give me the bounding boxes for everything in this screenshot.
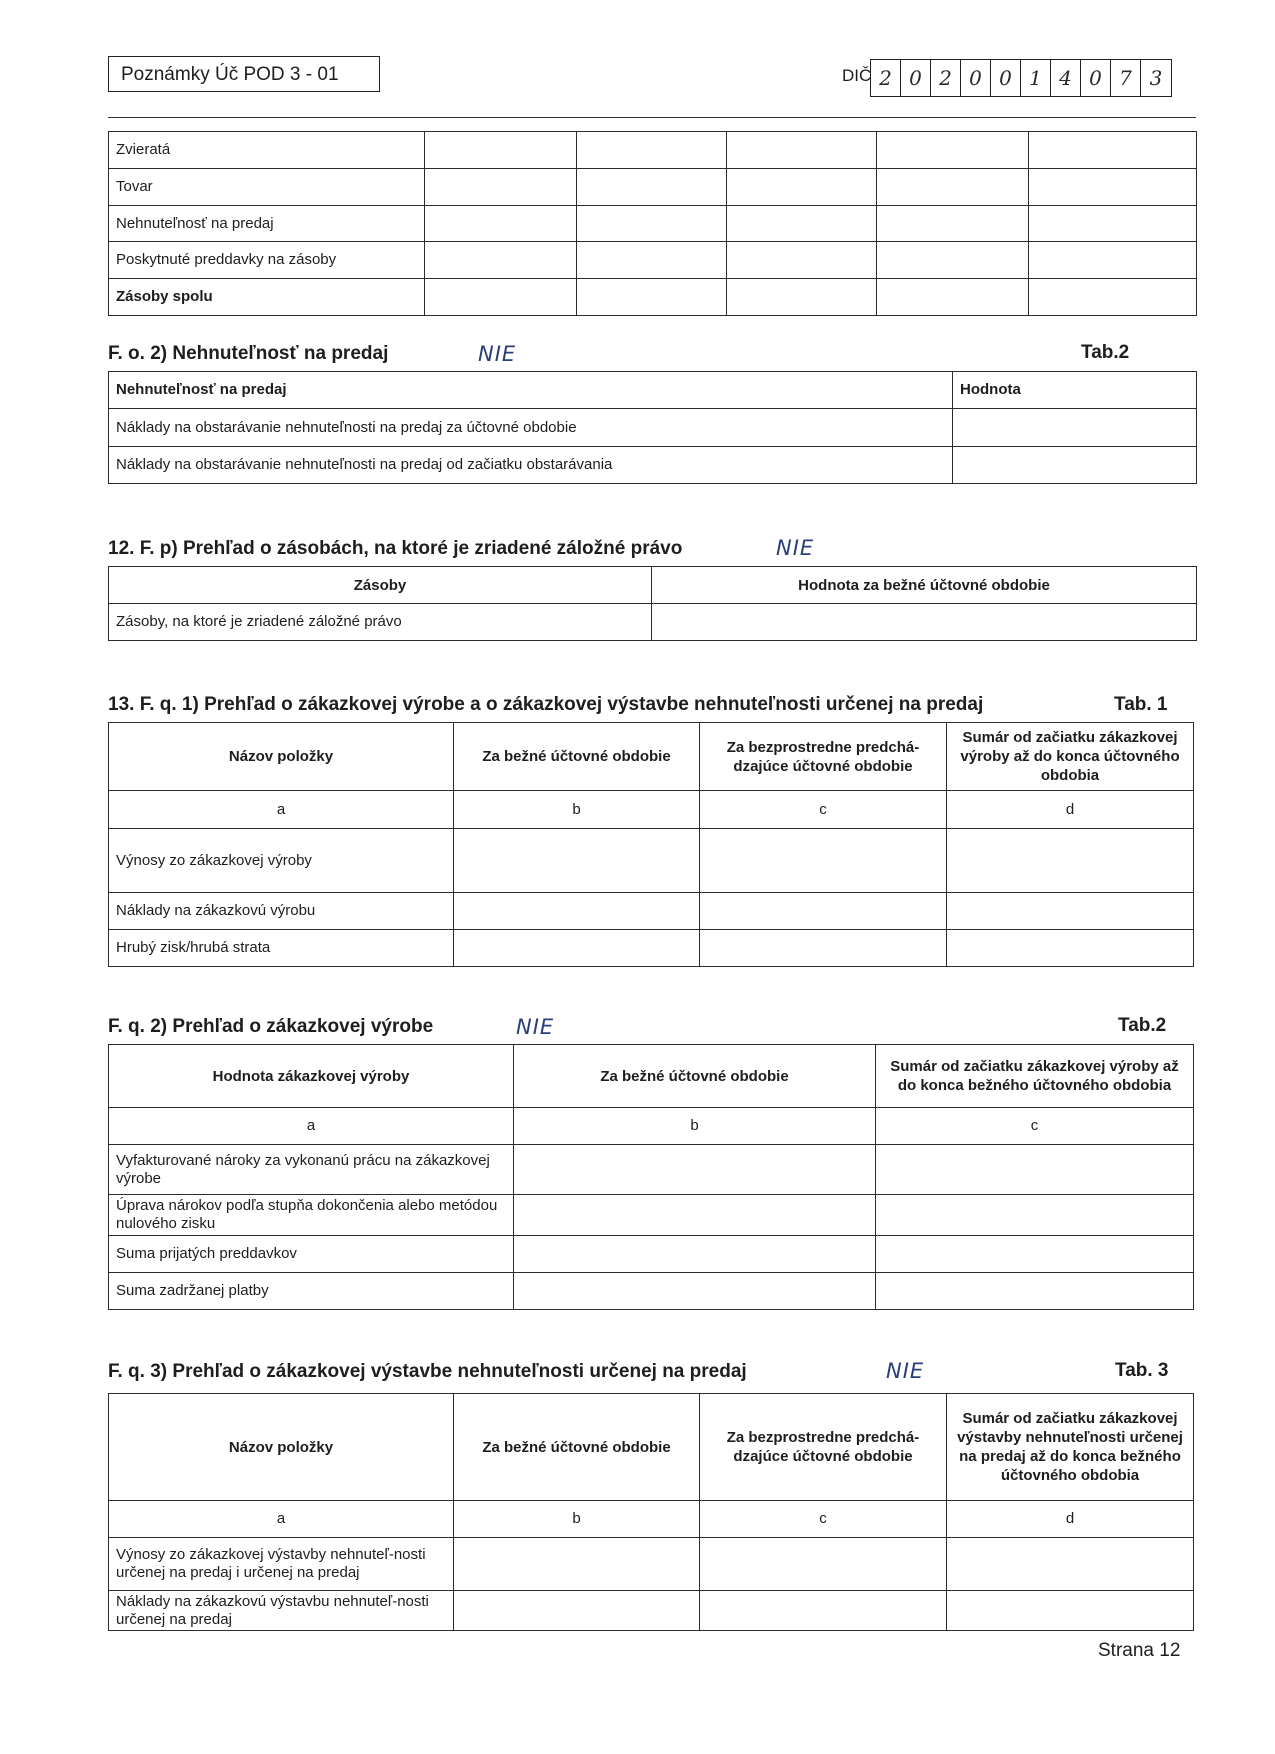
value-cell[interactable]	[1029, 206, 1197, 242]
col-header: Názov položky	[109, 1394, 454, 1501]
table-row	[109, 567, 1197, 604]
table-row	[109, 604, 1197, 641]
dic-digit[interactable]: 0	[901, 60, 931, 96]
value-cell[interactable]	[876, 1236, 1194, 1273]
value-cell[interactable]	[514, 1145, 876, 1195]
dic-digit[interactable]: 2	[931, 60, 961, 96]
row-label: Zvieratá	[109, 132, 425, 169]
table-row	[109, 1538, 1194, 1591]
table-row	[109, 723, 1194, 791]
value-cell[interactable]	[700, 1538, 947, 1591]
table-row	[109, 206, 1197, 242]
value-cell[interactable]	[727, 206, 877, 242]
col-header: Za bežné účtovné obdobie	[454, 723, 700, 791]
dic-boxes	[870, 59, 1172, 97]
value-cell[interactable]	[454, 930, 700, 967]
value-cell[interactable]	[877, 206, 1029, 242]
fp-note: NIE	[776, 536, 815, 560]
fq1-title: 13. F. q. 1) Prehľad o zákazkovej výrobe a o zákazkovej výstavbe nehnuteľnosti určenej na predaj	[108, 694, 984, 715]
row-label: Poskytnuté preddavky na zásoby	[109, 242, 425, 279]
col-letter: a	[109, 791, 454, 829]
col-header: Za bežné účtovné obdobie	[514, 1045, 876, 1108]
value-cell[interactable]	[514, 1195, 876, 1236]
value-cell[interactable]	[425, 169, 577, 206]
dic-digit[interactable]: 1	[1021, 60, 1051, 96]
col-letter: d	[947, 791, 1194, 829]
col-letter: b	[454, 791, 700, 829]
dic-digit[interactable]: 0	[1081, 60, 1111, 96]
col-letter: b	[454, 1501, 700, 1538]
value-cell[interactable]	[577, 169, 727, 206]
table-row	[109, 829, 1194, 893]
value-cell[interactable]	[1029, 132, 1197, 169]
table-row	[109, 1145, 1194, 1195]
table-row	[109, 1273, 1194, 1310]
dic-digit[interactable]: 7	[1111, 60, 1141, 96]
col-letter: c	[700, 1501, 947, 1538]
value-cell[interactable]	[953, 409, 1197, 447]
value-cell[interactable]	[425, 242, 577, 279]
table-row	[109, 1501, 1194, 1538]
col-header: Hodnota za bežné účtovné obdobie	[652, 567, 1197, 604]
col-header: Za bezprostredne predchá-dzajúce účtovné obdobie	[700, 1394, 947, 1501]
row-label: Nehnuteľnosť na predaj	[109, 206, 425, 242]
value-cell[interactable]	[727, 242, 877, 279]
fo2-title: F. o. 2) Nehnuteľnosť na predaj	[108, 343, 389, 364]
col-header: Nehnuteľnosť na predaj	[109, 372, 953, 409]
value-cell[interactable]	[514, 1236, 876, 1273]
value-cell[interactable]	[425, 279, 577, 316]
dic-digit[interactable]: 2	[871, 60, 901, 96]
fq2-tab: Tab.2	[1118, 1015, 1167, 1036]
dic-digit[interactable]: 0	[991, 60, 1021, 96]
fp-table	[108, 566, 1197, 641]
value-cell[interactable]	[947, 1591, 1194, 1631]
row-label: Hrubý zisk/hrubá strata	[109, 930, 454, 967]
row-label: Vyfakturované nároky za vykonanú prácu na zákazkovej výrobe	[109, 1145, 514, 1195]
row-label: Suma zadržanej platby	[109, 1273, 514, 1310]
table-row	[109, 447, 1197, 484]
value-cell[interactable]	[700, 1591, 947, 1631]
value-cell[interactable]	[700, 930, 947, 967]
value-cell[interactable]	[876, 1273, 1194, 1310]
fo2-table	[108, 371, 1197, 484]
fq3-table	[108, 1393, 1194, 1631]
value-cell[interactable]	[454, 1591, 700, 1631]
col-header: Sumár od začiatku zákazkovej výstavby nehnuteľnosti určenej na predaj až do konca bežného účtovného obdobia	[947, 1394, 1194, 1501]
value-cell[interactable]	[877, 242, 1029, 279]
value-cell[interactable]	[1029, 169, 1197, 206]
row-label: Náklady na zákazkovú výstavbu nehnuteľ-nosti určenej na predaj	[109, 1591, 454, 1631]
col-header: Zásoby	[109, 567, 652, 604]
col-header: Sumár od začiatku zákazkovej výroby až do konca účtovného obdobia	[947, 723, 1194, 791]
fq3-title: F. q. 3) Prehľad o zákazkovej výstavbe nehnuteľnosti určenej na predaj	[108, 1361, 747, 1382]
value-cell[interactable]	[425, 206, 577, 242]
row-label: Zásoby spolu	[109, 279, 425, 316]
col-letter: c	[876, 1108, 1194, 1145]
dic-digit[interactable]: 4	[1051, 60, 1081, 96]
fq2-note: NIE	[516, 1015, 555, 1039]
value-cell[interactable]	[947, 1538, 1194, 1591]
value-cell[interactable]	[876, 1145, 1194, 1195]
inventory-table	[108, 131, 1197, 316]
table-row	[109, 893, 1194, 930]
table-row	[109, 132, 1197, 169]
col-letter: a	[109, 1501, 454, 1538]
value-cell[interactable]	[425, 132, 577, 169]
fq1-tab: Tab. 1	[1114, 694, 1168, 715]
fq2-table	[108, 1044, 1194, 1310]
value-cell[interactable]	[727, 132, 877, 169]
form-id-box	[108, 56, 380, 92]
row-label: Zásoby, na ktoré je zriadené záložné právo	[109, 604, 652, 641]
table-row	[109, 1045, 1194, 1108]
value-cell[interactable]	[876, 1195, 1194, 1236]
fq1-table	[108, 722, 1194, 967]
value-cell[interactable]	[454, 829, 700, 893]
col-header: Za bežné účtovné obdobie	[454, 1394, 700, 1501]
fq3-tab: Tab. 3	[1115, 1360, 1169, 1381]
form-id: Poznámky Úč POD 3 - 01	[121, 64, 339, 85]
value-cell[interactable]	[454, 1538, 700, 1591]
col-letter: a	[109, 1108, 514, 1145]
table-row	[109, 242, 1197, 279]
header-divider	[108, 117, 1196, 118]
row-label: Suma prijatých preddavkov	[109, 1236, 514, 1273]
value-cell[interactable]	[727, 279, 877, 316]
value-cell[interactable]	[700, 829, 947, 893]
table-row	[109, 372, 1197, 409]
row-label: Úprava nárokov podľa stupňa dokončenia alebo metódou nulového zisku	[109, 1195, 514, 1236]
fq2-title: F. q. 2) Prehľad o zákazkovej výrobe	[108, 1016, 434, 1037]
value-cell[interactable]	[652, 604, 1197, 641]
col-header: Hodnota	[953, 372, 1197, 409]
value-cell[interactable]	[877, 169, 1029, 206]
col-header: Za bezprostredne predchá-dzajúce účtovné obdobie	[700, 723, 947, 791]
table-row	[109, 930, 1194, 967]
dic-digit[interactable]: 0	[961, 60, 991, 96]
fq3-note: NIE	[886, 1359, 925, 1383]
value-cell[interactable]	[577, 206, 727, 242]
value-cell[interactable]	[577, 279, 727, 316]
value-cell[interactable]	[877, 279, 1029, 316]
row-label: Náklady na zákazkovú výrobu	[109, 893, 454, 930]
row-label: Výnosy zo zákazkovej výstavby nehnuteľ-nosti určenej na predaj i určenej na predaj	[109, 1538, 454, 1591]
col-header: Názov položky	[109, 723, 454, 791]
fo2-tab: Tab.2	[1081, 342, 1130, 363]
value-cell[interactable]	[947, 829, 1194, 893]
col-header: Hodnota zákazkovej výroby	[109, 1045, 514, 1108]
table-row	[109, 169, 1197, 206]
table-row	[109, 1591, 1194, 1631]
col-header: Sumár od začiatku zákazkovej výroby až do konca bežného účtovného obdobia	[876, 1045, 1194, 1108]
table-row	[109, 409, 1197, 447]
col-letter: c	[700, 791, 947, 829]
value-cell[interactable]	[947, 893, 1194, 930]
table-row	[109, 791, 1194, 829]
value-cell[interactable]	[953, 447, 1197, 484]
col-letter: d	[947, 1501, 1194, 1538]
value-cell[interactable]	[947, 930, 1194, 967]
value-cell[interactable]	[877, 132, 1029, 169]
value-cell[interactable]	[700, 893, 947, 930]
table-row	[109, 1195, 1194, 1236]
value-cell[interactable]	[514, 1273, 876, 1310]
table-row	[109, 1394, 1194, 1501]
dic-label: DIČ	[842, 66, 872, 85]
page-number: Strana 12	[1098, 1640, 1181, 1661]
value-cell[interactable]	[727, 169, 877, 206]
row-label: Tovar	[109, 169, 425, 206]
fo2-note: NIE	[478, 342, 517, 366]
value-cell[interactable]	[1029, 242, 1197, 279]
dic-digit[interactable]: 3	[1149, 66, 1163, 90]
table-row	[109, 279, 1197, 316]
col-letter: b	[514, 1108, 876, 1145]
value-cell[interactable]	[454, 893, 700, 930]
value-cell[interactable]	[577, 132, 727, 169]
fp-title: 12. F. p) Prehľad o zásobách, na ktoré je zriadené záložné právo	[108, 538, 683, 559]
table-row	[109, 1236, 1194, 1273]
row-label: Náklady na obstarávanie nehnuteľnosti na predaj od začiatku obstarávania	[109, 447, 953, 484]
value-cell[interactable]	[577, 242, 727, 279]
row-label: Náklady na obstarávanie nehnuteľnosti na predaj za účtovné obdobie	[109, 409, 953, 447]
value-cell[interactable]	[1029, 279, 1197, 316]
table-row	[109, 1108, 1194, 1145]
row-label: Výnosy zo zákazkovej výroby	[109, 829, 454, 893]
